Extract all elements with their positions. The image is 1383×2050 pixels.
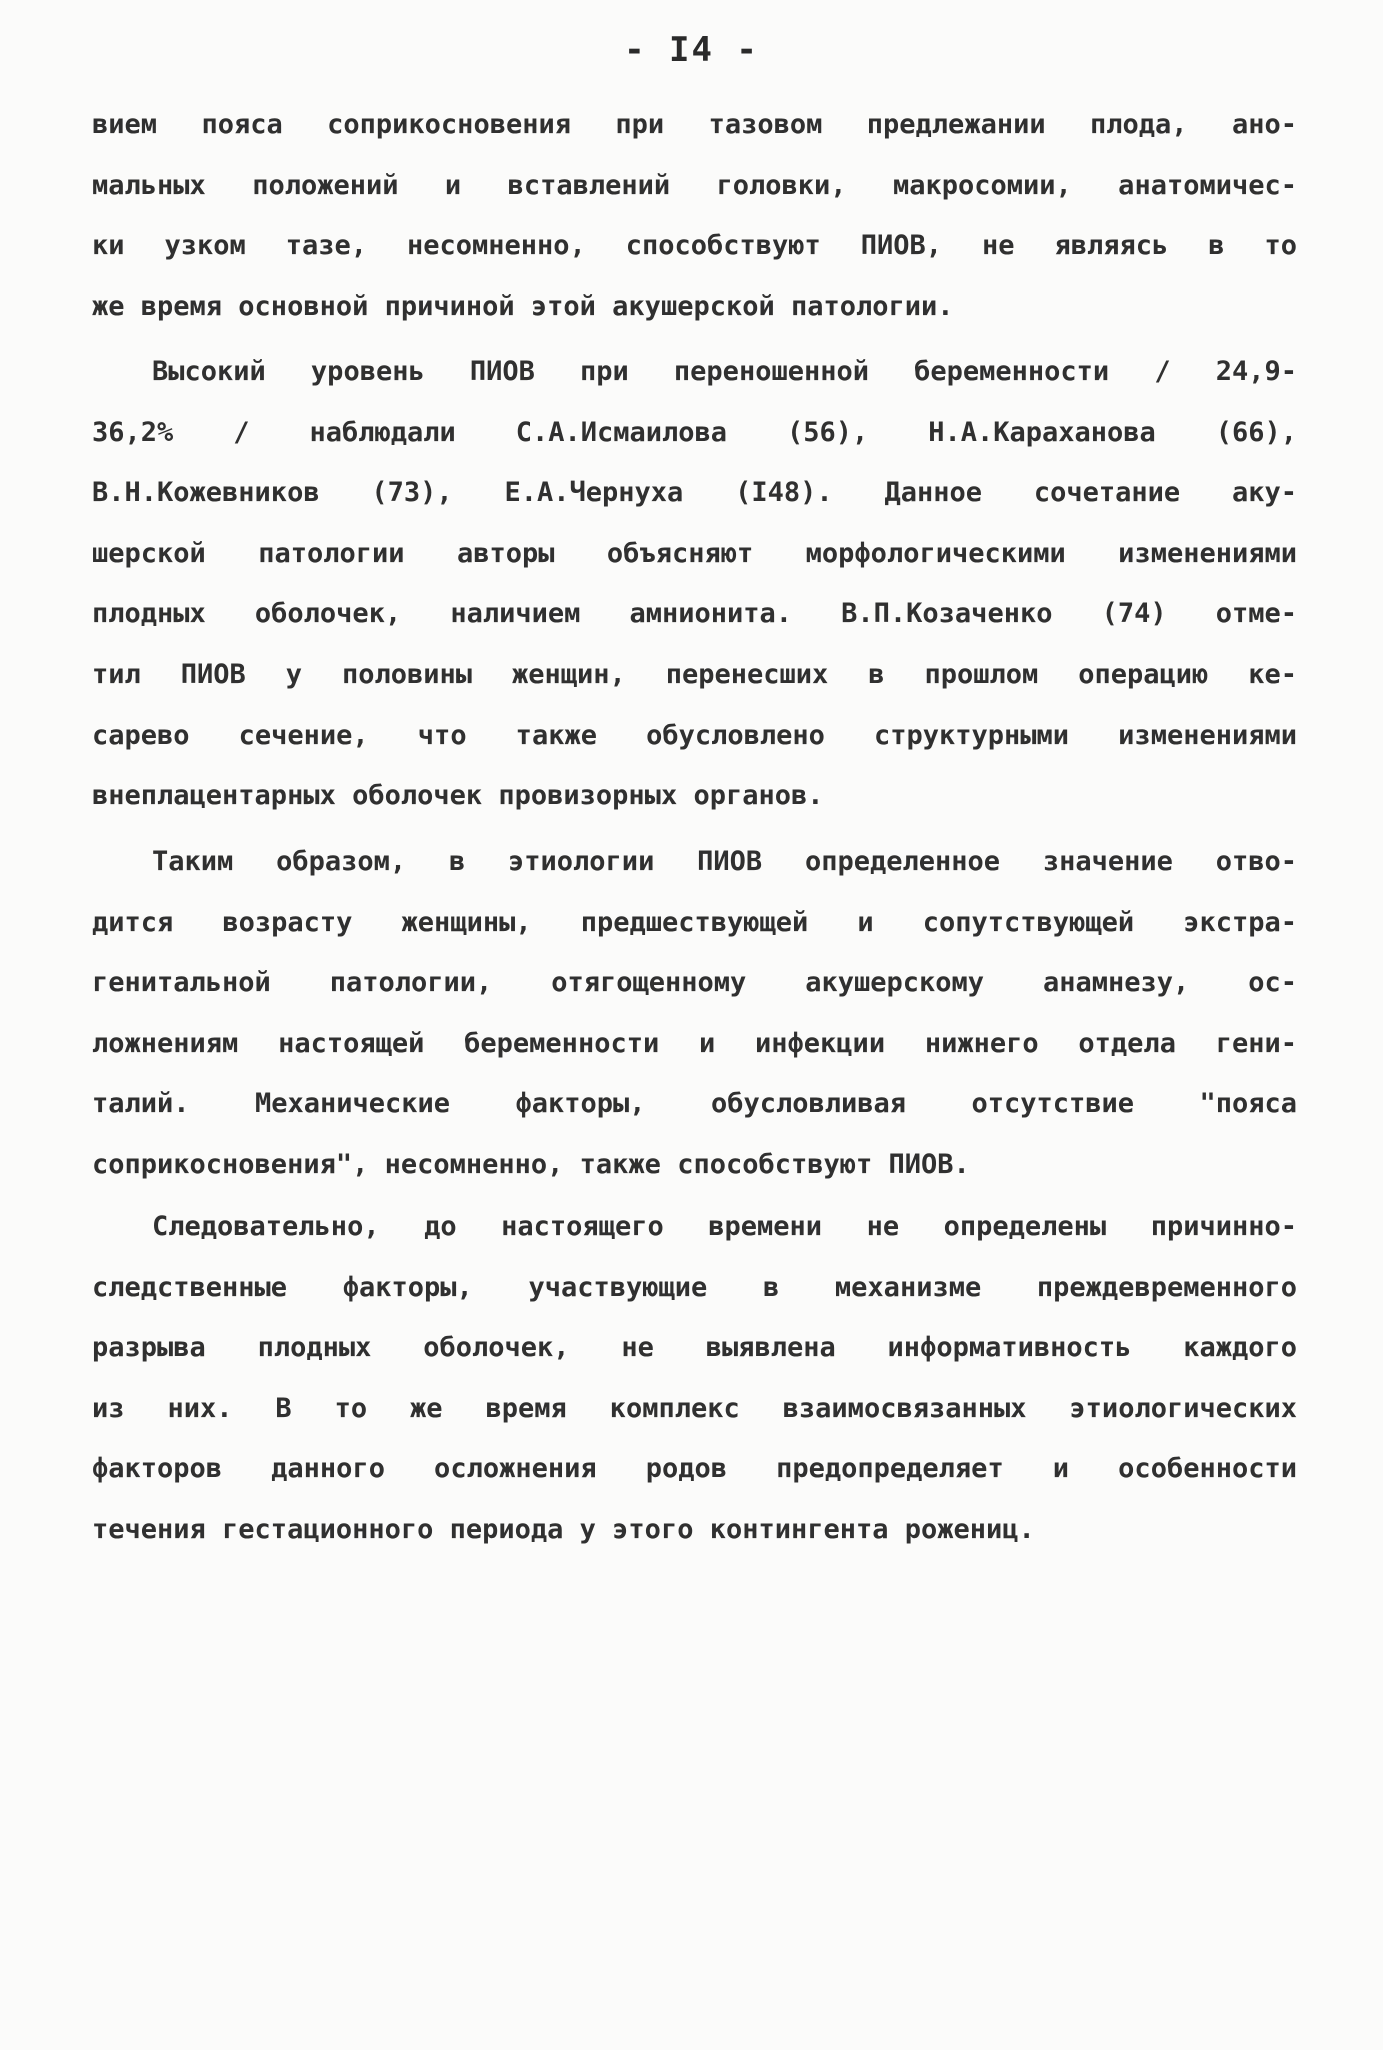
text-line: внеплацентарных оболочек провизорных органов. [92,780,824,812]
text-line: вием пояса соприкосновения при тазовом предлежании плода, ано- [92,109,1297,140]
text-line: Таким образом, в этиологии ПИОВ определенное значение отво- [152,846,1297,877]
text-line: шерской патологии авторы объясняют морфологическими изменениями [92,537,1297,569]
text-line: 36,2% / наблюдали С.А.Исмаилова (56), Н.А.Караханова (66), [92,416,1297,448]
paragraph-1 [92,95,1297,337]
text-line: плодных оболочек, наличием амнионита. В.П.Козаченко (74) отме- [92,598,1297,630]
text-line: же время основной причиной этой акушерской патологии. [92,290,954,322]
paragraph-3 [92,832,1297,1196]
text-line: ки узком тазе, несомненно, способствуют ПИОВ, не являясь в то [92,230,1297,262]
text-line: сарево сечение, что также обусловлено структурными изменениями [92,719,1297,751]
text-line: Высокий уровень ПИОВ при переношенной беременности / 24,9- [152,356,1297,387]
page-number: - I4 - [624,30,759,70]
paragraph-2 [92,342,1297,827]
text-line: факторов данного осложнения родов предопределяет и особенности [92,1453,1297,1485]
text-line: В.Н.Кожевников (73), Е.А.Чернуха (I48). Данное сочетание аку- [92,477,1297,509]
text-line: из них. В то же время комплекс взаимосвязанных этиологических [92,1392,1297,1424]
text-line: соприкосновения", несомненно, также способствуют ПИОВ. [92,1148,970,1180]
text-line: разрыва плодных оболочек, не выявлена информативность каждого [92,1332,1297,1364]
text-line: течения гестационного периода у этого контингента рожениц. [92,1513,1035,1545]
text-line: тил ПИОВ у половины женщин, перенесших в прошлом операцию ке- [92,658,1297,690]
text-line: генитальной патологии, отягощенному акушерскому анамнезу, ос- [92,967,1297,999]
text-line: ложнениям настоящей беременности и инфекции нижнего отдела гени- [92,1027,1297,1059]
text-line: мальных положений и вставлений головки, макросомии, анатомичес- [92,169,1297,201]
text-line: Следовательно, до настоящего времени не определены причинно- [152,1211,1297,1242]
paragraph-4 [92,1197,1297,1561]
text-line: дится возрасту женщины, предшествующей и сопутствующей экстра- [92,906,1297,938]
text-line: талий. Механические факторы, обусловливая отсутствие "пояса [92,1088,1297,1120]
text-line: следственные факторы, участвующие в механизме преждевременного [92,1271,1297,1303]
